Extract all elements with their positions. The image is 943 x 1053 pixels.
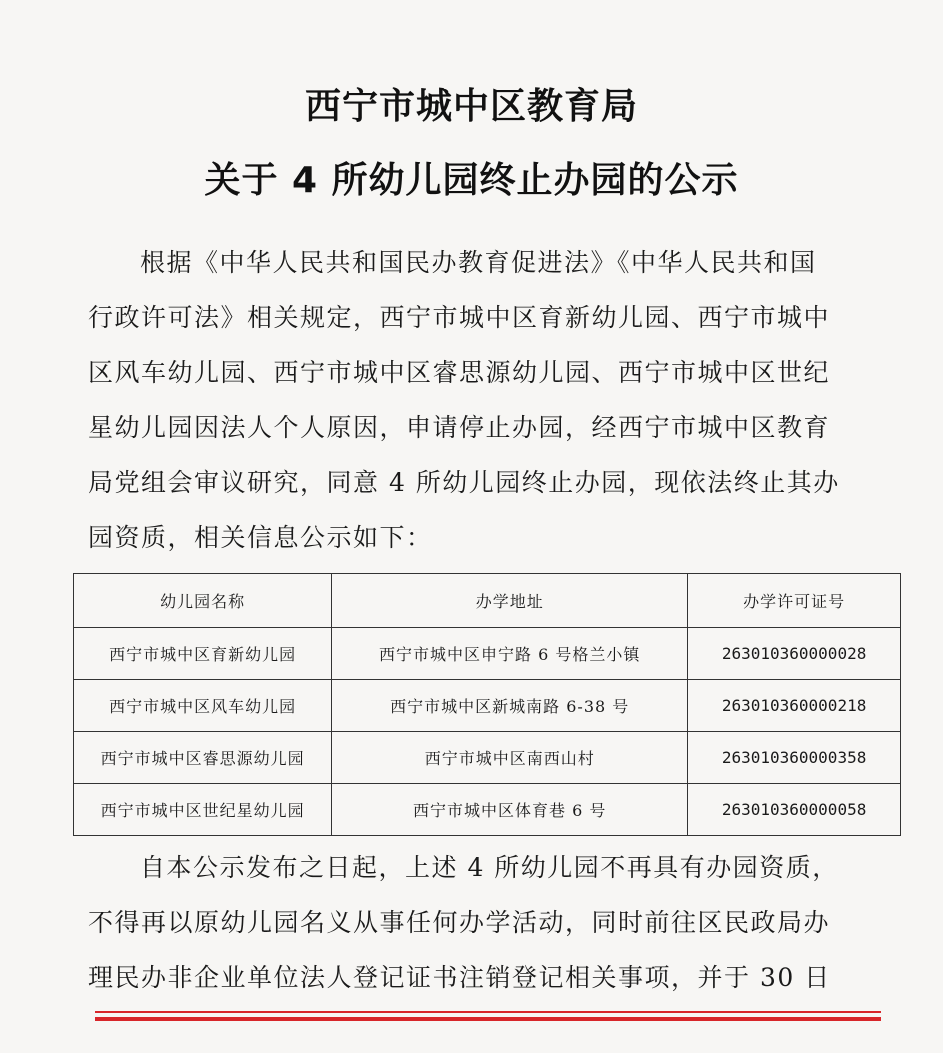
paragraph-line: 星幼儿园因法人个人原因，申请停止办园，经西宁市城中区教育 (88, 413, 831, 442)
paragraph-line: 自本公示发布之日起，上述 4 所幼儿园不再具有办园资质， (140, 853, 839, 882)
table-row (74, 732, 901, 784)
header-address: 办学地址 (332, 574, 688, 628)
kindergarten-table (73, 573, 901, 836)
paragraph-line: 园资质，相关信息公示如下： (88, 523, 433, 552)
table-row (74, 680, 901, 732)
header-name: 幼儿园名称 (74, 574, 332, 628)
paragraph-line: 局党组会审议研究，同意 4 所幼儿园终止办园，现依法终止其办 (88, 468, 840, 497)
cell-address: 西宁市城中区南西山村 (332, 732, 688, 784)
document-title-line1: 西宁市城中区教育局 (304, 86, 638, 127)
table-row (74, 784, 901, 836)
cell-license: 263010360000058 (688, 784, 901, 836)
paragraph-notice (88, 840, 888, 1005)
paragraph-line: 根据《中华人民共和国民办教育促进法》《中华人民共和国 (140, 248, 817, 277)
cell-name: 西宁市城中区风车幼儿园 (74, 680, 332, 732)
table-row (74, 628, 901, 680)
red-rule-thick (95, 1017, 881, 1021)
cell-license: 263010360000028 (688, 628, 901, 680)
document-title-line2: 关于 4 所幼儿园终止办园的公示 (204, 160, 739, 201)
cell-address: 西宁市城中区体育巷 6 号 (332, 784, 688, 836)
paragraph-line: 理民办非企业单位法人登记证书注销登记相关事项，并于 30 日 (88, 963, 831, 992)
table-header-row (74, 574, 901, 628)
cell-address: 西宁市城中区申宁路 6 号格兰小镇 (332, 628, 688, 680)
cell-address: 西宁市城中区新城南路 6-38 号 (332, 680, 688, 732)
paragraph-line: 不得再以原幼儿园名义从事任何办学活动，同时前往区民政局办 (88, 908, 831, 937)
cell-name: 西宁市城中区育新幼儿园 (74, 628, 332, 680)
cell-license: 263010360000218 (688, 680, 901, 732)
header-license: 办学许可证号 (688, 574, 901, 628)
red-rule-thin (95, 1011, 881, 1013)
cell-name: 西宁市城中区世纪星幼儿园 (74, 784, 332, 836)
paragraph-line: 行政许可法》相关规定，西宁市城中区育新幼儿园、西宁市城中 (88, 303, 831, 332)
paragraph-intro (88, 235, 888, 565)
cell-license: 263010360000358 (688, 732, 901, 784)
cell-name: 西宁市城中区睿思源幼儿园 (74, 732, 332, 784)
paragraph-line: 区风车幼儿园、西宁市城中区睿思源幼儿园、西宁市城中区世纪 (88, 358, 831, 387)
